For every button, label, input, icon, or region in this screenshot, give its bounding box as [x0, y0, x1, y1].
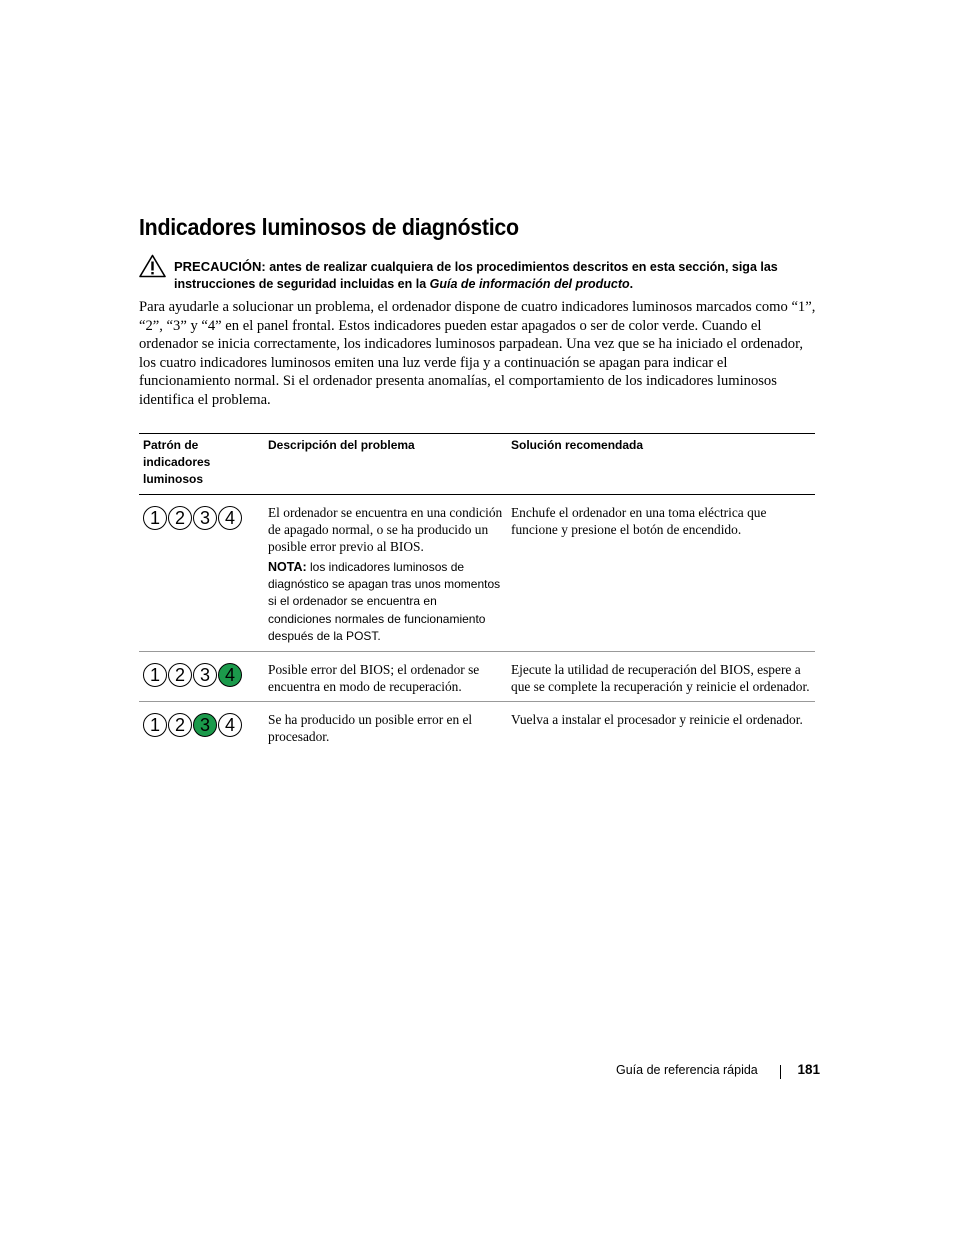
footer-divider	[780, 1065, 781, 1079]
description-cell	[264, 495, 507, 652]
page-footer	[600, 1062, 822, 1082]
description-cell: Posible error del BIOS; el ordenador se encuentra en modo de recuperación.	[264, 652, 507, 702]
description-text: El ordenador se encuentra en una condición de apagado normal, o se ha producido un posible error previo al BIOS.	[268, 505, 503, 554]
intro-paragraph: Para ayudarle a solucionar un problema, el ordenador dispone de cuatro indicadores luminosos marcados como “1”, “2”, “3” y “4” en el panel frontal. Estos indicadores pueden estar apagados o ser de color verde. Cuando el ordenador se inicia correctamente, los indicadores luminosos parpadean. Una vez que se ha iniciado el ordenador, los cuatro indicadores luminosos emiten una luz verde fija y a continuación se apagan para indicar el funcionamiento normal. Si el ordenador presenta anomalías, el comportamiento de los indicadores luminosos identifica el problema.	[139, 299, 816, 408]
page-title: Indicadores luminosos de diagnóstico	[139, 214, 519, 240]
light-off-icon: 2	[168, 713, 192, 737]
caution-body: antes de realizar cualquiera de los procedimientos descritos en esta sección, siga las instrucciones de seguridad incluidas en la	[174, 260, 778, 291]
light-off-icon: 3	[193, 663, 217, 687]
light-off-icon: 4	[218, 713, 242, 737]
light-on-icon: 3	[193, 713, 217, 737]
light-pattern-cell	[139, 702, 264, 752]
light-off-icon: 2	[168, 506, 192, 530]
light-pattern-cell	[139, 652, 264, 702]
header-description: Descripción del problema	[264, 434, 507, 495]
light-off-icon: 4	[218, 506, 242, 530]
note	[268, 559, 503, 645]
table-row	[139, 495, 815, 652]
page-number: 181	[797, 1062, 820, 1077]
light-off-icon: 1	[143, 663, 167, 687]
solution-cell: Vuelva a instalar el procesador y reinicie el ordenador.	[511, 712, 803, 728]
light-pattern	[143, 506, 260, 530]
diagnostic-lights-table	[139, 433, 815, 751]
solution-cell: Enchufe el ordenador en una toma eléctrica que funcione y presione el botón de encendido.	[507, 495, 815, 652]
light-off-icon: 3	[193, 506, 217, 530]
light-off-icon: 1	[143, 713, 167, 737]
light-off-icon: 2	[168, 663, 192, 687]
footer-section: Guía de referencia rápida	[616, 1063, 758, 1077]
table-row	[139, 652, 815, 702]
caution-guide-title: Guía de información del producto	[429, 277, 630, 291]
header-pattern: Patrón de indicadores luminosos	[139, 434, 264, 495]
note-label: NOTA:	[268, 560, 307, 574]
caution-end: .	[629, 277, 634, 291]
description-cell: Se ha producido un posible error en el procesador.	[268, 712, 473, 745]
caution-label: PRECAUCIÓN:	[174, 259, 266, 274]
table-header-row	[139, 434, 815, 495]
light-pattern	[143, 663, 260, 687]
table-row	[139, 702, 815, 752]
warning-triangle-icon	[139, 254, 166, 278]
solution-cell: Ejecute la utilidad de recuperación del BIOS, espere a que se complete la recuperación y reinicie el ordenador.	[507, 652, 815, 702]
header-solution: Solución recomendada	[507, 434, 815, 495]
caution-text	[174, 258, 824, 293]
note-text: los indicadores luminosos de diagnóstico se apagan tras unos momentos si el ordenador se encuentra en condiciones normales de funcionamiento después de la POST.	[268, 560, 501, 643]
light-pattern-cell	[139, 495, 264, 652]
light-pattern	[143, 713, 260, 737]
light-on-icon: 4	[218, 663, 242, 687]
light-off-icon: 1	[143, 506, 167, 530]
